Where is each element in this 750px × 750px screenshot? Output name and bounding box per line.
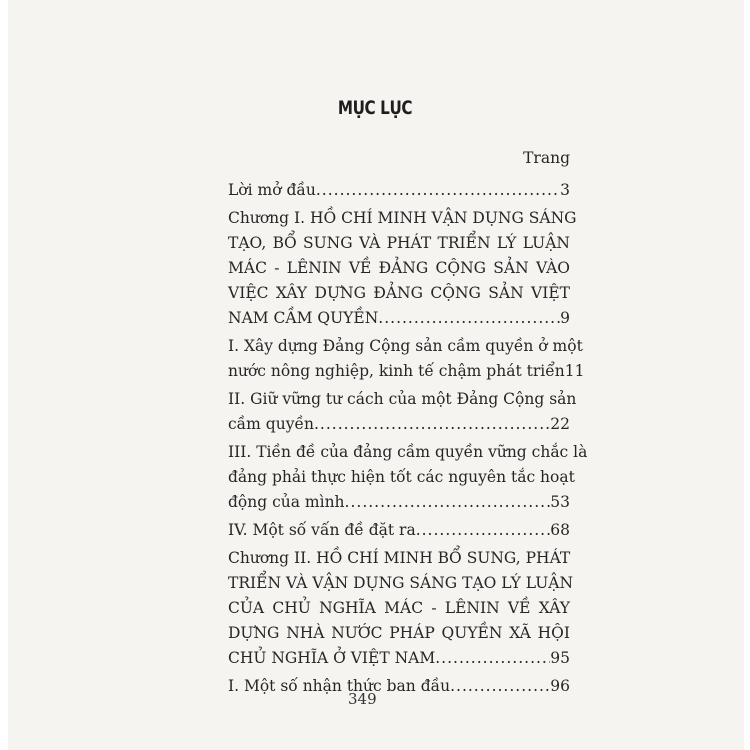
toc-entry-page: 22: [550, 415, 570, 433]
toc-entry-line: đảng phải thực hiện tốt các nguyên tắc hoạt: [228, 468, 575, 486]
dot-leader: [345, 490, 551, 515]
dot-leader: [416, 518, 551, 543]
page-column-label: Trang: [523, 149, 570, 167]
dot-leader: [378, 306, 560, 331]
toc-entry-line: VIỆC XÂY DỰNG ĐẢNG CỘNG SẢN VIỆT: [228, 284, 570, 302]
toc-entry-last-line: [228, 412, 570, 437]
dot-leader: [314, 412, 550, 437]
toc-entry-last-line: [228, 306, 570, 331]
toc-entry-text: NAM CẦM QUYỀN: [228, 309, 379, 327]
toc-entry: [228, 674, 570, 699]
toc-entry-page: 68: [550, 521, 570, 539]
toc-entry-page: 53: [550, 493, 570, 511]
toc-entry-page: 96: [550, 677, 570, 695]
toc-entry-last-line: [228, 178, 570, 203]
page-number: 349: [348, 690, 377, 708]
toc-entry-line: III. Tiền đề của đảng cầm quyền vững chắc là: [228, 443, 588, 461]
toc-entry-last-line: [228, 490, 570, 515]
toc-entry-line: TẠO, BỔ SUNG VÀ PHÁT TRIỂN LÝ LUẬN: [228, 234, 570, 252]
toc-entry-page: 3: [560, 181, 570, 199]
toc-entry-text: cầm quyền: [228, 415, 314, 433]
toc-entry-text: nước nông nghiệp, kinh tế chậm phát triển: [228, 362, 565, 380]
toc-entry-last-line: [228, 646, 570, 671]
toc-entry-last-line: [228, 674, 570, 699]
toc-entry: [228, 546, 574, 671]
toc-entry-page: 95: [550, 649, 570, 667]
toc-entry-line: TRIỂN VÀ VẬN DỤNG SÁNG TẠO LÝ LUẬN: [228, 574, 574, 592]
page-title: MỤC LỤC: [337, 97, 413, 119]
table-of-contents: [228, 146, 588, 702]
dot-leader: [450, 674, 550, 699]
toc-entry-line: DỰNG NHÀ NƯỚC PHÁP QUYỀN XÃ HỘI: [228, 624, 570, 642]
dot-leader: [435, 646, 550, 671]
toc-entry-last-line: [228, 518, 570, 543]
toc-entry: [228, 178, 570, 203]
toc-entry-text: IV. Một số vấn đề đặt ra: [228, 521, 416, 539]
toc-entry-text: CHỦ NGHĨA Ở VIỆT NAM: [228, 649, 436, 667]
dot-leader: [316, 178, 560, 203]
toc-entry-page: 9: [560, 309, 570, 327]
toc-entry: [228, 387, 577, 437]
toc-entry: [228, 206, 577, 331]
toc-entry-text: Lời mở đầu: [228, 181, 316, 199]
toc-entry-text: I. Một số nhận thức ban đầu: [228, 677, 451, 695]
toc-entry-line: I. Xây dựng Đảng Cộng sản cầm quyền ở một: [228, 337, 583, 355]
toc-entry: [228, 440, 588, 515]
toc-entry-page: 11: [564, 362, 585, 380]
toc-entry: [228, 518, 570, 543]
toc-entry-line: Chương II. HỒ CHÍ MINH BỔ SUNG, PHÁT: [228, 549, 571, 567]
toc-entry-line: II. Giữ vững tư cách của một Đảng Cộng sản: [228, 390, 577, 408]
toc-entry-line: MÁC - LÊNIN VỀ ĐẢNG CỘNG SẢN VÀO: [228, 259, 570, 277]
toc-entry: [228, 334, 585, 384]
toc-entry-line: Chương I. HỒ CHÍ MINH VẬN DỤNG SÁNG: [228, 209, 577, 227]
toc-entry-line: CỦA CHỦ NGHĨA MÁC - LÊNIN VỀ XÂY: [228, 599, 570, 617]
toc-entry-text: động của mình: [228, 493, 345, 511]
toc-entry-last-line: [228, 359, 585, 384]
